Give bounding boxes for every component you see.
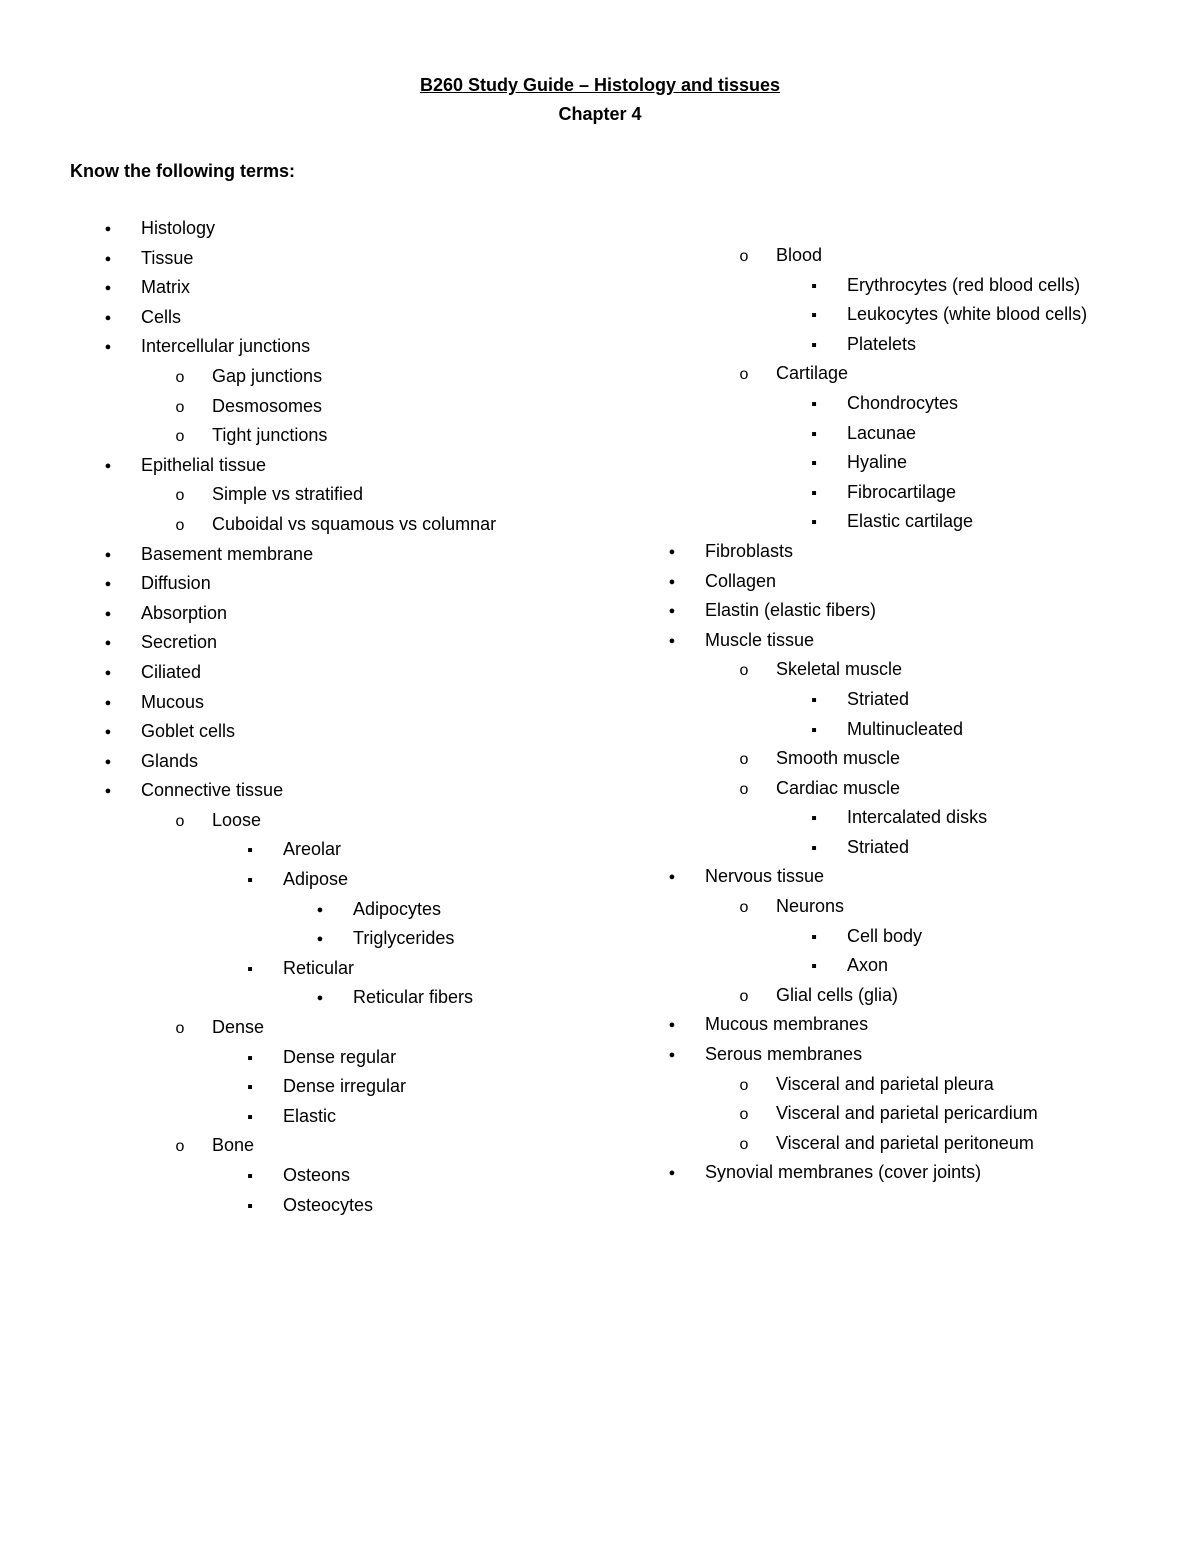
square-bullet-icon: [240, 1104, 260, 1130]
list-item-label: Simple vs stratified: [212, 484, 364, 505]
square-bullet-icon: [240, 1074, 260, 1100]
list-item: [600, 273, 1200, 303]
square-bullet-icon: [804, 450, 824, 476]
list-item-label: Tissue: [141, 247, 194, 268]
square-bullet-icon: [240, 1193, 260, 1219]
circle-bullet-icon: [170, 1133, 190, 1159]
list-item: [0, 985, 600, 1015]
list-item-label: Epithelial tissue: [141, 454, 267, 475]
circle-bullet-icon: [734, 746, 754, 772]
square-bullet-icon: [804, 302, 824, 328]
disc-bullet-icon: [98, 571, 118, 598]
list-item-label: Mucous membranes: [705, 1014, 869, 1035]
circle-bullet-icon: [734, 776, 754, 802]
list-item: [0, 571, 600, 601]
list-item: [600, 657, 1200, 687]
square-bullet-icon: [804, 480, 824, 506]
list-item-label: Triglycerides: [353, 928, 455, 949]
list-item: [600, 953, 1200, 983]
list-item-label: Connective tissue: [141, 780, 284, 801]
list-item-label: Elastin (elastic fibers): [705, 600, 877, 621]
list-item: [600, 1160, 1200, 1190]
list-item-label: Basement membrane: [141, 543, 314, 564]
list-item-label: Histology: [141, 218, 216, 238]
list-item: [600, 450, 1200, 480]
disc-bullet-icon: [98, 542, 118, 569]
list-item: [0, 837, 600, 867]
list-item: [600, 746, 1200, 776]
square-bullet-icon: [804, 509, 824, 535]
list-item: [600, 894, 1200, 924]
disc-bullet-icon: [662, 1160, 682, 1187]
square-bullet-icon: [804, 835, 824, 861]
list-item-label: Cartilage: [776, 363, 849, 384]
list-item-label: Intercalated disks: [847, 807, 988, 828]
list-item: [0, 453, 600, 483]
list-item: [0, 216, 600, 246]
circle-bullet-icon: [734, 1101, 754, 1127]
square-bullet-icon: [804, 273, 824, 299]
list-item-label: Serous membranes: [705, 1044, 863, 1065]
circle-bullet-icon: [170, 394, 190, 420]
list-item-label: Glial cells (glia): [776, 984, 899, 1005]
list-item-label: Dense: [212, 1017, 265, 1038]
square-bullet-icon: [240, 1045, 260, 1071]
list-item-label: Cuboidal vs squamous vs columnar: [212, 513, 497, 534]
list-item-label: Absorption: [141, 602, 228, 623]
square-bullet-icon: [804, 953, 824, 979]
list-item-label: Matrix: [141, 277, 190, 298]
list-item-label: Gap junctions: [212, 365, 323, 386]
disc-bullet-icon: [98, 778, 118, 805]
list-item: [0, 1074, 600, 1104]
list-item-label: Erythrocytes (red blood cells): [847, 274, 1081, 295]
square-bullet-icon: [240, 837, 260, 863]
list-item: [0, 690, 600, 720]
list-item: [0, 808, 600, 838]
disc-bullet-icon: [98, 630, 118, 657]
disc-bullet-icon: [98, 453, 118, 480]
list-item: [0, 778, 600, 808]
disc-bullet-icon: [662, 1012, 682, 1039]
list-item: [600, 1012, 1200, 1042]
circle-bullet-icon: [734, 1131, 754, 1157]
circle-bullet-icon: [170, 808, 190, 834]
list-item-label: Loose: [212, 809, 262, 830]
list-item: [600, 302, 1200, 332]
square-bullet-icon: [240, 956, 260, 982]
list-item: [0, 1045, 600, 1075]
list-item-label: Nervous tissue: [705, 866, 825, 887]
list-item-label: Dense regular: [283, 1046, 397, 1067]
list-item: [600, 480, 1200, 510]
square-bullet-icon: [804, 332, 824, 358]
list-item-label: Cardiac muscle: [776, 777, 901, 798]
list-item: [0, 867, 600, 897]
list-item: [0, 630, 600, 660]
list-item: [600, 332, 1200, 362]
list-item-label: Goblet cells: [141, 721, 236, 742]
list-item-label: Reticular: [283, 957, 355, 978]
list-item: [0, 660, 600, 690]
list-item-label: Dense irregular: [283, 1076, 407, 1097]
intro-heading: Know the following terms:: [70, 161, 295, 181]
list-item: [600, 598, 1200, 628]
list-item-label: Tight junctions: [212, 425, 328, 446]
list-item: [0, 1104, 600, 1134]
square-bullet-icon: [804, 924, 824, 950]
circle-bullet-icon: [170, 423, 190, 449]
disc-bullet-icon: [98, 660, 118, 687]
list-item-label: Hyaline: [847, 452, 908, 473]
list-item: [600, 509, 1200, 539]
disc-bullet-icon: [662, 864, 682, 891]
list-item: [600, 835, 1200, 865]
disc-bullet-icon: [98, 246, 118, 273]
list-item: [0, 364, 600, 394]
disc-bullet-icon: [98, 690, 118, 717]
disc-bullet-icon: [310, 897, 330, 924]
list-item: [600, 421, 1200, 451]
list-item-label: Elastic cartilage: [847, 511, 974, 532]
list-item-label: Fibroblasts: [705, 540, 794, 561]
list-item-label: Striated: [847, 836, 910, 857]
list-item-label: Skeletal muscle: [776, 659, 903, 680]
document-title: B260 Study Guide – Histology and tissues: [419, 75, 781, 95]
list-item: [0, 719, 600, 749]
disc-bullet-icon: [98, 601, 118, 628]
list-item-label: Synovial membranes (cover joints): [705, 1162, 982, 1183]
disc-bullet-icon: [98, 749, 118, 776]
list-item: [600, 687, 1200, 717]
list-item-label: Lacunae: [847, 422, 917, 443]
list-item: [600, 391, 1200, 421]
list-item: [0, 1193, 600, 1223]
list-item: [0, 334, 600, 364]
left-term-list: [0, 216, 600, 1222]
list-item: [0, 512, 600, 542]
list-item-label: Leukocytes (white blood cells): [847, 304, 1088, 325]
disc-bullet-icon: [98, 216, 118, 243]
square-bullet-icon: [804, 805, 824, 831]
list-item: [0, 1163, 600, 1193]
list-item: [600, 243, 1200, 273]
list-item: [600, 1042, 1200, 1072]
list-item: [0, 1133, 600, 1163]
disc-bullet-icon: [662, 598, 682, 625]
list-item: [600, 1101, 1200, 1131]
list-item-label: Ciliated: [141, 661, 202, 682]
list-item: [0, 956, 600, 986]
circle-bullet-icon: [734, 983, 754, 1009]
list-item-label: Secretion: [141, 632, 218, 653]
list-item: [600, 628, 1200, 658]
document-subtitle: Chapter 4: [558, 104, 642, 124]
circle-bullet-icon: [170, 512, 190, 538]
disc-bullet-icon: [98, 719, 118, 746]
list-item: [0, 246, 600, 276]
list-item-label: Neurons: [776, 896, 845, 917]
list-item-label: Platelets: [847, 333, 917, 354]
list-item-label: Osteons: [283, 1165, 351, 1185]
circle-bullet-icon: [170, 482, 190, 508]
list-item: [600, 569, 1200, 599]
disc-bullet-icon: [98, 275, 118, 302]
right-term-list: [600, 243, 1200, 1190]
list-item-label: Osteocytes: [283, 1194, 374, 1215]
list-item: [0, 542, 600, 572]
disc-bullet-icon: [662, 628, 682, 655]
list-item-label: Intercellular junctions: [141, 336, 311, 357]
list-item: [600, 539, 1200, 569]
list-item-label: Cell body: [847, 925, 923, 946]
list-item-label: Axon: [847, 955, 889, 976]
list-item: [0, 749, 600, 779]
list-item-label: Visceral and parietal peritoneum: [776, 1132, 1034, 1153]
list-item-label: Cells: [141, 306, 182, 327]
list-item: [0, 897, 600, 927]
list-item-label: Visceral and parietal pleura: [776, 1073, 994, 1094]
disc-bullet-icon: [98, 305, 118, 332]
disc-bullet-icon: [662, 569, 682, 596]
list-item: [600, 1072, 1200, 1102]
list-item-label: Glands: [141, 750, 199, 771]
list-item-label: Adipose: [283, 869, 349, 890]
circle-bullet-icon: [734, 894, 754, 920]
list-item: [600, 983, 1200, 1013]
list-item: [600, 805, 1200, 835]
list-item-label: Multinucleated: [847, 718, 964, 739]
list-item: [600, 864, 1200, 894]
list-item-label: Adipocytes: [353, 898, 442, 919]
list-item-label: Areolar: [283, 839, 342, 860]
square-bullet-icon: [804, 717, 824, 743]
list-item-label: Smooth muscle: [776, 748, 901, 769]
list-item-label: Fibrocartilage: [847, 481, 957, 502]
list-item-label: Striated: [847, 688, 910, 709]
list-item: [600, 924, 1200, 954]
disc-bullet-icon: [662, 1042, 682, 1069]
square-bullet-icon: [804, 391, 824, 417]
square-bullet-icon: [804, 687, 824, 713]
circle-bullet-icon: [170, 364, 190, 390]
list-item-label: Bone: [212, 1135, 255, 1156]
list-item: [600, 776, 1200, 806]
list-item-label: Diffusion: [141, 573, 211, 594]
list-item: [0, 482, 600, 512]
circle-bullet-icon: [734, 657, 754, 683]
list-item: [0, 1015, 600, 1045]
circle-bullet-icon: [734, 1072, 754, 1098]
square-bullet-icon: [240, 867, 260, 893]
circle-bullet-icon: [734, 243, 754, 269]
square-bullet-icon: [240, 1163, 260, 1189]
list-item: [0, 394, 600, 424]
list-item-label: Muscle tissue: [705, 629, 815, 650]
list-item: [600, 361, 1200, 391]
list-item: [0, 275, 600, 305]
circle-bullet-icon: [734, 361, 754, 387]
disc-bullet-icon: [662, 539, 682, 566]
list-item-label: Chondrocytes: [847, 392, 959, 413]
list-item: [0, 926, 600, 956]
list-item-label: Reticular fibers: [353, 987, 474, 1008]
list-item: [0, 601, 600, 631]
list-item-label: Visceral and parietal pericardium: [776, 1103, 1038, 1124]
list-item: [0, 423, 600, 453]
list-item: [0, 305, 600, 335]
list-item-label: Blood: [776, 245, 823, 265]
list-item-label: Elastic: [283, 1105, 337, 1126]
list-item: [600, 717, 1200, 747]
list-item: [600, 1131, 1200, 1161]
square-bullet-icon: [804, 421, 824, 447]
list-item-label: Mucous: [141, 691, 205, 712]
disc-bullet-icon: [310, 926, 330, 953]
disc-bullet-icon: [98, 334, 118, 361]
list-item-label: Collagen: [705, 570, 777, 591]
circle-bullet-icon: [170, 1015, 190, 1041]
disc-bullet-icon: [310, 985, 330, 1012]
list-item-label: Desmosomes: [212, 395, 323, 416]
